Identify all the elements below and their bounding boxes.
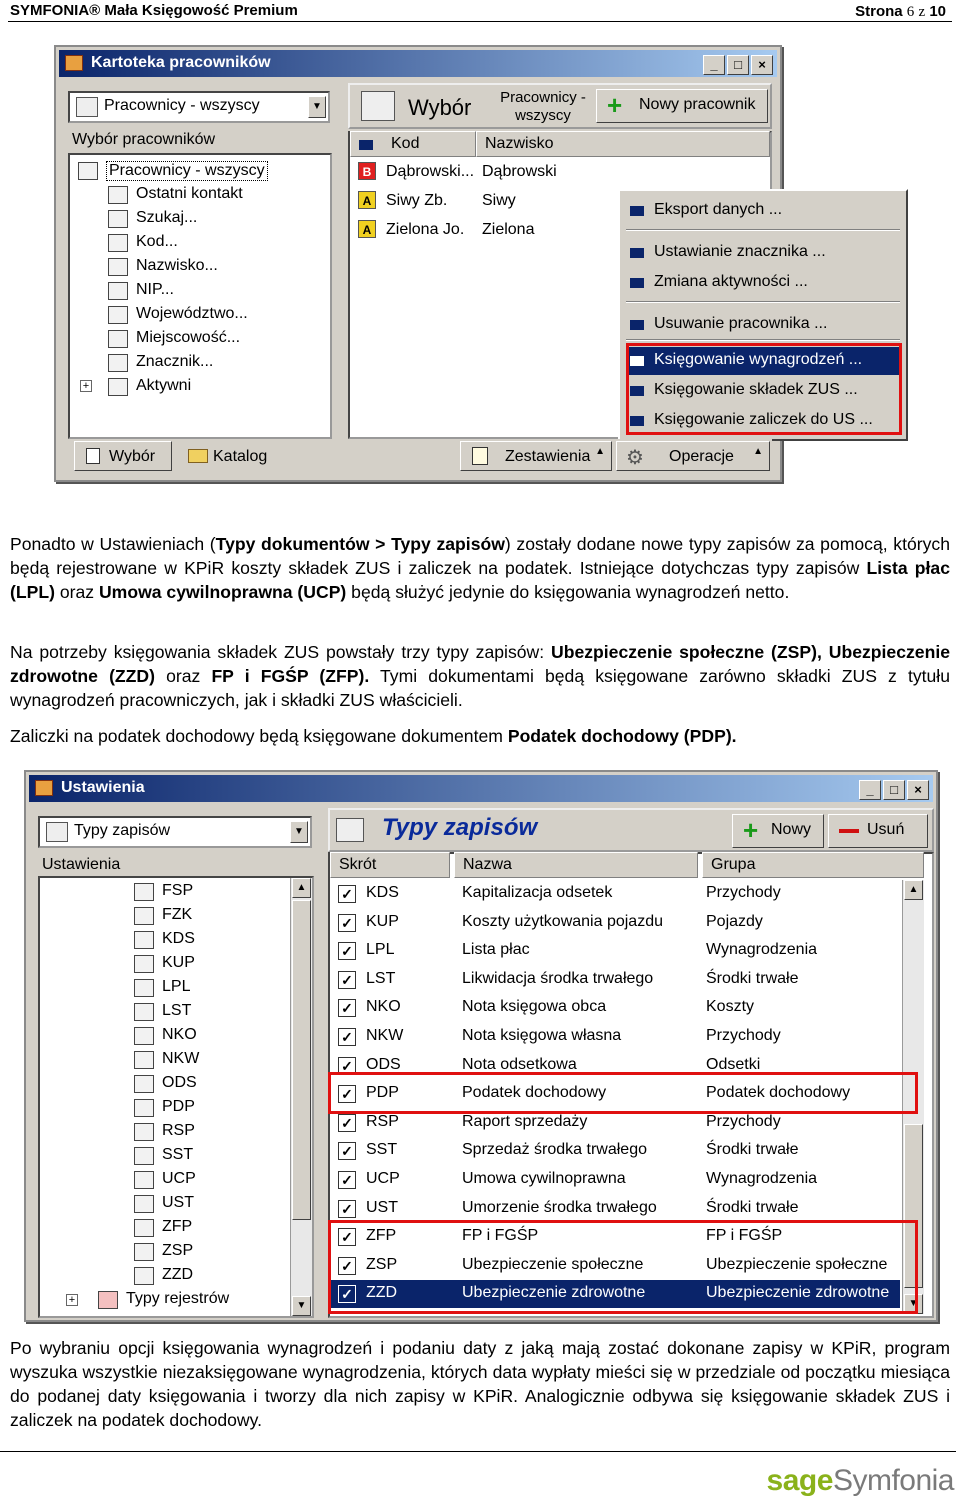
highlight-frame-zus [328, 1220, 918, 1314]
employee-surname: Siwy [482, 192, 516, 209]
type-code: UST [366, 1198, 398, 1216]
status-badge: B [358, 162, 376, 180]
tree-item-label: SST [162, 1146, 194, 1163]
checkbox[interactable]: ✓ [338, 999, 356, 1017]
tree-item[interactable] [66, 1288, 286, 1312]
employee-surname: Zielona [482, 221, 535, 238]
tree-item-label: Kod... [136, 233, 178, 250]
tree-item[interactable] [134, 880, 284, 904]
menu-separator [626, 229, 900, 231]
employee-filter-combo[interactable]: Pracownicy - wszyscy ▼ [68, 91, 330, 123]
column-header-kod[interactable]: Kod [350, 131, 476, 157]
document-title: SYMFONIA® Mała Księgowość Premium [10, 2, 298, 19]
type-name: Nota odsetkowa [462, 1055, 577, 1073]
tree-item-label: UST [162, 1194, 194, 1211]
scroll-thumb[interactable] [292, 900, 311, 1220]
checkbox[interactable]: ✓ [338, 1085, 356, 1103]
pages-icon [134, 1171, 154, 1189]
type-name: Kapitalizacja odsetek [462, 884, 613, 901]
left-tabbar [68, 439, 332, 473]
menu-item-label: Zmiana aktywności ... [654, 273, 808, 290]
tree-item[interactable] [108, 279, 348, 303]
type-group: Środki trwałe [706, 969, 799, 987]
tree-item-label: LST [162, 1002, 192, 1019]
pages-icon [134, 1195, 154, 1213]
paragraph-1: Ponadto w Ustawieniach (Typy dokumentów > Typy zapisów) zostały dodane nowe typy zapisów za pomocą, których będą rejestrowane w KPiR koszty składek ZUS i zaliczek na podatek. Istniejące dotychczas typy zapisów Lista płac (LPL) oraz Umowa cywilnoprawna (UCP) będą służyć jedynie do księgowania wynagrodzeń netto. [10, 534, 950, 602]
menu-item-label: Usuwanie pracownika ... [654, 315, 828, 332]
register-icon [98, 1291, 118, 1309]
pages-icon [134, 1267, 154, 1285]
window-title: Ustawienia [61, 779, 145, 796]
tab-wybor[interactable]: Wybór [74, 441, 172, 471]
page-icon [86, 448, 100, 464]
column-header-nazwisko[interactable]: Nazwisko [476, 131, 770, 157]
checkbox[interactable]: ✓ [338, 1228, 356, 1246]
tree-item[interactable] [134, 1072, 284, 1096]
tree-item-label: PDP [162, 1098, 195, 1115]
pages-icon [134, 931, 154, 949]
pages-icon [134, 1075, 154, 1093]
checkbox[interactable]: ✓ [338, 942, 356, 960]
gear-icon: ⚙ [626, 447, 644, 469]
maximize-button[interactable]: □ [727, 55, 749, 75]
tree-item[interactable] [134, 1240, 284, 1264]
scroll-down-button[interactable]: ▼ [292, 1296, 311, 1316]
employee-surname: Dąbrowski [482, 163, 557, 180]
employee-selection-label: Wybór pracowników [72, 131, 216, 148]
expand-icon[interactable]: + [66, 1294, 78, 1306]
tree-item[interactable] [134, 1144, 284, 1168]
report-icon [472, 447, 488, 465]
type-code: LPL [366, 941, 395, 959]
tree-item-label: Nazwisko... [136, 257, 218, 274]
table-row[interactable] [330, 880, 900, 908]
type-code: RSP [366, 1112, 399, 1130]
sage-symfonia-logo: sageSymfonia [766, 1464, 954, 1497]
paragraph-4: Po wybraniu opcji księgowania wynagrodzeń i podaniu daty z jaką mają zostać dokonane zapisy w KPiR, program wyszuka wszystkie niezaksięgowane wynagrodzenia, których data wypłaty mieści się w przedziale od początku miesiąca do podanej daty księgowania i tworzy dla nich zapisy w KPiR. Analogicznie odbywa się księgowanie składek ZUS i zaliczek na podatek dochodowy. [10, 1338, 950, 1430]
tree-item-label: FZK [162, 906, 193, 923]
menu-item-icon [630, 206, 644, 216]
menu-separator [626, 301, 900, 303]
checkbox[interactable]: ✓ [338, 1142, 356, 1160]
tree-item-label: Typy rejestrów [126, 1290, 230, 1307]
tree-item-label: Znacznik... [136, 353, 214, 370]
type-group: Przychody [706, 884, 781, 901]
tree-item[interactable] [108, 231, 348, 255]
type-group: Ubezpieczenie zdrowotne [706, 1284, 890, 1302]
window-titlebar[interactable] [59, 50, 777, 77]
type-group: Środki trwałe [706, 1141, 799, 1159]
type-code: LST [366, 969, 396, 987]
menu-item[interactable] [626, 239, 900, 267]
people-icon [108, 282, 128, 300]
settings-window [24, 770, 938, 1322]
plus-icon: + [743, 815, 759, 845]
table-row[interactable] [330, 909, 900, 937]
pages-icon [46, 822, 68, 842]
tree-item-label: UCP [162, 1170, 196, 1187]
tree-item[interactable] [134, 1000, 284, 1024]
new-employee-button[interactable]: + Nowy pracownik [596, 89, 768, 123]
tree-item[interactable] [134, 976, 284, 1000]
checkbox[interactable]: ✓ [338, 1257, 356, 1275]
tree-item-label: Województwo... [136, 305, 248, 322]
chevron-up-icon: ▲ [595, 446, 605, 457]
maximize-button[interactable]: □ [883, 780, 905, 800]
pages-icon [134, 1123, 154, 1141]
highlight-frame [626, 343, 902, 435]
type-group: Ubezpieczenie społeczne [706, 1255, 888, 1273]
pages-icon [134, 1051, 154, 1069]
people-icon [108, 354, 128, 372]
type-name: Nota księgowa własna [462, 1027, 622, 1044]
menu-item-label: Księgowanie zaliczek do US ... [654, 411, 873, 428]
pages-icon [134, 1243, 154, 1261]
tab-katalog[interactable]: Katalog [176, 441, 286, 471]
tree-item-label: ZSP [162, 1242, 194, 1259]
pages-icon [134, 907, 154, 925]
tree-item[interactable] [134, 904, 284, 928]
people-icon [78, 162, 98, 180]
people-icon [108, 378, 128, 396]
employee-row[interactable] [358, 159, 758, 187]
tree-item-label: Miejscowość... [136, 329, 241, 346]
checkbox[interactable]: ✓ [338, 1028, 356, 1046]
delete-type-button[interactable]: Usuń [828, 814, 928, 848]
menu-item[interactable] [626, 269, 900, 297]
pages-icon [134, 1027, 154, 1045]
pages-icon [134, 1219, 154, 1237]
column-header-grupa[interactable]: Grupa [702, 852, 924, 878]
type-name: Nota księgowa obca [462, 998, 607, 1016]
operations-button[interactable]: Operacje ▲ [616, 441, 770, 471]
menu-item-label: Księgowanie wynagrodzeń ... [654, 351, 863, 368]
tree-item[interactable] [78, 159, 318, 183]
tree-item-label: Pracownicy - wszyscy [106, 161, 268, 181]
panel-subtitle: Pracownicy - wszyscy [500, 89, 586, 124]
type-code: KUP [366, 912, 399, 930]
pages-icon [134, 1003, 154, 1021]
pages-icon [134, 1099, 154, 1117]
type-code: ZFP [366, 1227, 397, 1245]
pages-icon [134, 1147, 154, 1165]
tree-scrollbar[interactable] [290, 878, 312, 1316]
tree-item[interactable] [134, 952, 284, 976]
menu-item-icon [630, 278, 644, 288]
type-group: Środki trwałe [706, 1198, 799, 1216]
new-type-button[interactable]: + Nowy [732, 814, 824, 848]
column-header-nazwa[interactable]: Nazwa [454, 852, 698, 878]
tree-item-label: ZFP [162, 1218, 193, 1235]
type-group: Podatek dochodowy [706, 1084, 851, 1102]
tree-item-label: ODS [162, 1074, 197, 1091]
tree-item-label: Szukaj... [136, 209, 198, 226]
scroll-up-button[interactable]: ▲ [904, 880, 923, 900]
type-name: Koszty użytkowania pojazdu [462, 912, 663, 930]
type-name: Podatek dochodowy [462, 1084, 607, 1102]
right-tabbar [348, 439, 772, 473]
app-icon [35, 780, 53, 796]
minus-icon [839, 829, 859, 833]
checkbox[interactable]: ✓ [338, 914, 356, 932]
pages-icon [134, 883, 154, 901]
pages-icon [134, 955, 154, 973]
menu-item-label: Eksport danych ... [654, 201, 783, 218]
tree-item-label: RSP [162, 1122, 195, 1139]
table-row[interactable] [330, 1195, 900, 1223]
tree-item[interactable] [82, 375, 348, 399]
type-name: Lista płac [462, 941, 530, 959]
type-group: Przychody [706, 1112, 781, 1130]
tree-item-label: NKW [162, 1050, 200, 1067]
menu-item[interactable] [626, 311, 900, 339]
table-row[interactable] [330, 994, 900, 1022]
page-header [8, 0, 952, 22]
menu-separator [626, 339, 900, 341]
employee-card-window [54, 45, 873, 482]
people-icon [108, 210, 128, 228]
employee-code: Dąbrowski... [386, 163, 475, 180]
type-code: KDS [366, 884, 399, 901]
expand-icon[interactable]: + [80, 380, 92, 392]
people-icon [361, 91, 395, 121]
settings-combo[interactable]: Typy zapisów ▼ [38, 816, 312, 848]
tree-item[interactable] [108, 303, 348, 327]
plus-icon: + [607, 90, 623, 120]
tree-item-label: NIP... [136, 281, 174, 298]
menu-item-label: Księgowanie składek ZUS ... [654, 381, 858, 398]
type-group: Koszty [706, 998, 755, 1016]
tree-item[interactable] [134, 1192, 284, 1216]
status-badge: A [358, 220, 376, 238]
tree-item-label: FSP [162, 882, 194, 899]
chevron-up-icon: ▲ [753, 446, 763, 457]
tree-item[interactable] [108, 351, 348, 375]
tree-item-label: Aktywni [136, 377, 192, 394]
footer-rule [0, 1451, 956, 1452]
table-row[interactable] [330, 966, 900, 994]
menu-item[interactable] [626, 197, 900, 225]
people-icon [108, 234, 128, 252]
close-button[interactable]: × [751, 55, 773, 75]
chevron-down-icon[interactable]: ▼ [290, 821, 308, 843]
checkbox[interactable]: ✓ [338, 1285, 356, 1303]
panel-title: Wybór [408, 95, 472, 120]
employee-code: Zielona Jo. [386, 221, 465, 238]
pages-icon [134, 979, 154, 997]
checkbox[interactable]: ✓ [338, 1057, 356, 1075]
type-group: Wynagrodzenia [706, 1170, 818, 1187]
table-row[interactable] [330, 1023, 900, 1051]
scroll-down-button[interactable]: ▼ [904, 1294, 923, 1314]
type-group: Odsetki [706, 1055, 761, 1073]
type-code: NKW [366, 1027, 404, 1044]
close-button[interactable]: × [907, 780, 929, 800]
pages-icon [336, 818, 364, 842]
tree-item[interactable] [108, 207, 348, 231]
checkbox[interactable]: ✓ [338, 1114, 356, 1132]
people-icon [108, 306, 128, 324]
chevron-down-icon[interactable]: ▼ [308, 96, 326, 118]
status-badge: A [358, 191, 376, 209]
tree-item[interactable] [134, 1120, 284, 1144]
table-row[interactable] [330, 937, 900, 965]
people-icon [76, 97, 98, 117]
tree-item[interactable] [134, 1264, 284, 1288]
people-icon [108, 258, 128, 276]
tree-item-label: KUP [162, 954, 195, 971]
panel-title: Typy zapisów [382, 814, 538, 841]
menu-item-label: Ustawianie znacznika ... [654, 243, 826, 260]
type-name: Likwidacja środka trwałego [462, 969, 654, 987]
people-icon [108, 330, 128, 348]
type-code: PDP [366, 1084, 399, 1102]
tree-item[interactable] [108, 255, 348, 279]
employee-code: Siwy Zb. [386, 192, 448, 209]
tree-item-label: KDS [162, 930, 195, 947]
paragraph-2: Na potrzeby księgowania składek ZUS powstały trzy typy zapisów: Ubezpieczenie społeczne (ZSP), Ubezpieczenie zdrowotne (ZZD) oraz FP i FGŚP (ZFP). Tymi dokumentami będą księgowane zarówno składki ZUS z tytułu wynagrodzeń pracowniczych, jak i składki ZUS właścicieli. [10, 642, 950, 710]
window-title: Kartoteka pracowników [91, 54, 271, 71]
type-name: Umowa cywilnoprawna [462, 1170, 626, 1187]
tree-item-label: NKO [162, 1026, 197, 1043]
sort-icon [359, 140, 373, 150]
checkbox[interactable]: ✓ [338, 1171, 356, 1189]
tree-item[interactable] [134, 1096, 284, 1120]
tree-item[interactable] [108, 327, 348, 351]
tree-item[interactable] [134, 1168, 284, 1192]
type-name: Raport sprzedaży [462, 1112, 588, 1130]
page-number: Strona 6 z 10 [855, 3, 946, 20]
app-icon [65, 55, 83, 71]
scroll-up-button[interactable]: ▲ [292, 878, 311, 898]
table-row[interactable] [330, 1166, 900, 1194]
tree-item-label: LPL [162, 978, 191, 995]
type-code: ZZD [366, 1284, 398, 1302]
type-code: SST [366, 1141, 398, 1159]
tree-item[interactable] [134, 928, 284, 952]
tree-item-label: ZZD [162, 1266, 194, 1283]
menu-item-icon [630, 248, 644, 258]
people-icon [108, 186, 128, 204]
menu-item-icon [630, 320, 644, 330]
type-name: FP i FGŚP [462, 1227, 539, 1245]
column-header-skrot[interactable]: Skrót [330, 852, 450, 878]
highlight-frame-pdp [328, 1072, 918, 1114]
window-titlebar[interactable] [29, 775, 933, 802]
settings-label: Ustawienia [42, 856, 121, 873]
type-group: Pojazdy [706, 912, 763, 930]
type-group: FP i FGŚP [706, 1227, 783, 1245]
type-code: ODS [366, 1055, 401, 1073]
minimize-button[interactable]: _ [703, 55, 725, 75]
folder-icon [188, 449, 208, 463]
minimize-button[interactable]: _ [859, 780, 881, 800]
type-code: NKO [366, 998, 401, 1016]
checkbox[interactable]: ✓ [338, 885, 356, 903]
table-row[interactable] [330, 1137, 900, 1165]
type-name: Ubezpieczenie społeczne [462, 1255, 644, 1273]
type-name: Ubezpieczenie zdrowotne [462, 1284, 646, 1302]
checkbox[interactable]: ✓ [338, 1200, 356, 1218]
tree-item[interactable] [108, 183, 348, 207]
tree-item-label: Ostatni kontakt [136, 185, 243, 202]
tree-item[interactable] [134, 1216, 284, 1240]
reports-button[interactable]: Zestawienia ▲ [460, 441, 612, 471]
type-group: Przychody [706, 1027, 781, 1044]
checkbox[interactable]: ✓ [338, 971, 356, 989]
type-name: Sprzedaż środka trwałego [462, 1141, 647, 1159]
type-code: ZSP [366, 1255, 398, 1273]
paragraph-3: Zaliczki na podatek dochodowy będą księgowane dokumentem Podatek dochodowy (PDP). [10, 726, 737, 746]
type-group: Wynagrodzenia [706, 941, 818, 959]
type-name: Umorzenie środka trwałego [462, 1198, 657, 1216]
tree-item[interactable] [134, 1024, 284, 1048]
type-code: UCP [366, 1170, 400, 1187]
tree-item[interactable] [134, 1048, 284, 1072]
